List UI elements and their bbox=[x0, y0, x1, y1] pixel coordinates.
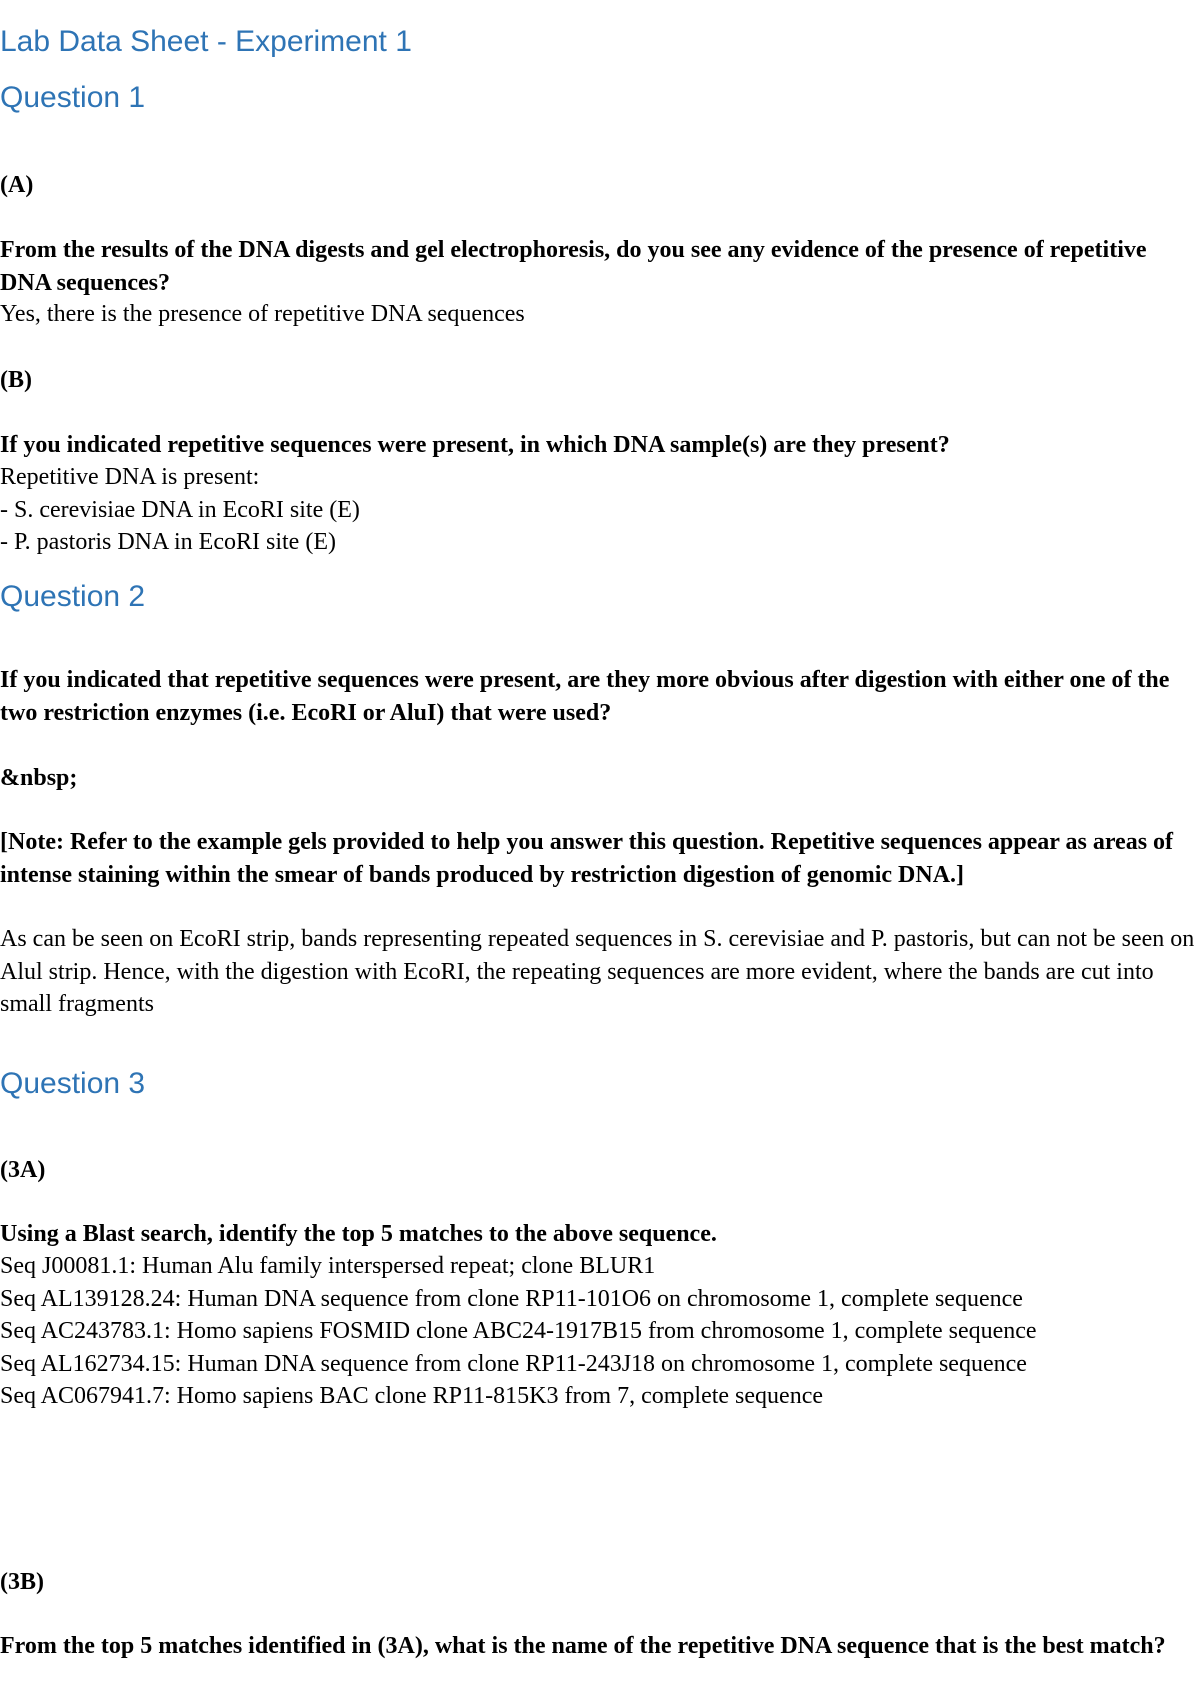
q1-part-b-question: If you indicated repetitive sequences were present, in which DNA sample(s) are they present? bbox=[0, 432, 950, 458]
q3-part-a-question: Using a Blast search, identify the top 5 matches to the above sequence. bbox=[0, 1221, 717, 1247]
q1-part-b-answer-line: - P. pastoris DNA in EcoRI site (E) bbox=[0, 529, 336, 555]
q2-answer: As can be seen on EcoRI strip, bands representing repeated sequences in S. cerevisiae and P. pastoris, but can not be seen on Alul strip. Hence, with the digestion with EcoRI, the repeating sequences are more evident, where the bands are cut into small fragments bbox=[0, 926, 1195, 1017]
q3-part-a-label: (3A) bbox=[0, 1157, 46, 1183]
blast-match-item: Seq AL162734.15: Human DNA sequence from clone RP11-243J18 on chromosome 1, complete sequence bbox=[0, 1350, 1027, 1377]
question-1-heading: Question 1 bbox=[0, 81, 146, 114]
q3-part-b-question: From the top 5 matches identified in (3A), what is the name of the repetitive DNA sequence that is the best match? bbox=[0, 1633, 1166, 1659]
q3-blast-matches bbox=[0, 1250, 1200, 1413]
q1-part-a-answer: Yes, there is the presence of repetitive DNA sequences bbox=[0, 301, 525, 327]
document-title: Lab Data Sheet - Experiment 1 bbox=[0, 25, 412, 58]
question-2-heading: Question 2 bbox=[0, 580, 146, 613]
q1-part-b-label: (B) bbox=[0, 367, 32, 393]
blast-match-item: Seq AC243783.1: Homo sapiens FOSMID clone ABC24-1917B15 from chromosome 1, complete sequence bbox=[0, 1318, 1037, 1344]
q1-part-b-answer bbox=[0, 461, 1200, 559]
q1-part-b-answer-line: - S. cerevisiae DNA in EcoRI site (E) bbox=[0, 496, 360, 523]
q2-note: [Note: Refer to the example gels provided to help you answer this question. Repetitive sequences appear as areas of intense staining within the smear of bands produced by restriction digestion of genomic DNA.] bbox=[0, 829, 1174, 888]
q1-part-a-question: From the results of the DNA digests and gel electrophoresis, do you see any evidence of the presence of repetitive DNA sequences? bbox=[0, 237, 1147, 296]
blast-match-item: Seq AL139128.24: Human DNA sequence from clone RP11-101O6 on chromosome 1, complete sequence bbox=[0, 1285, 1023, 1312]
q1-part-b-answer-line: Repetitive DNA is present: bbox=[0, 464, 260, 490]
q3-part-b-label: (3B) bbox=[0, 1569, 44, 1595]
q1-part-a-label: (A) bbox=[0, 172, 34, 198]
blast-match-item: Seq J00081.1: Human Alu family interspersed repeat; clone BLUR1 bbox=[0, 1253, 656, 1279]
question-3-heading: Question 3 bbox=[0, 1067, 146, 1100]
q2-nbsp-text: &nbsp; bbox=[0, 765, 78, 791]
blast-match-item: Seq AC067941.7: Homo sapiens BAC clone RP11-815K3 from 7, complete sequence bbox=[0, 1383, 824, 1409]
q2-question: If you indicated that repetitive sequences were present, are they more obvious after digestion with either one of the two restriction enzymes (i.e. EcoRI or AluI) that were used? bbox=[0, 667, 1170, 726]
